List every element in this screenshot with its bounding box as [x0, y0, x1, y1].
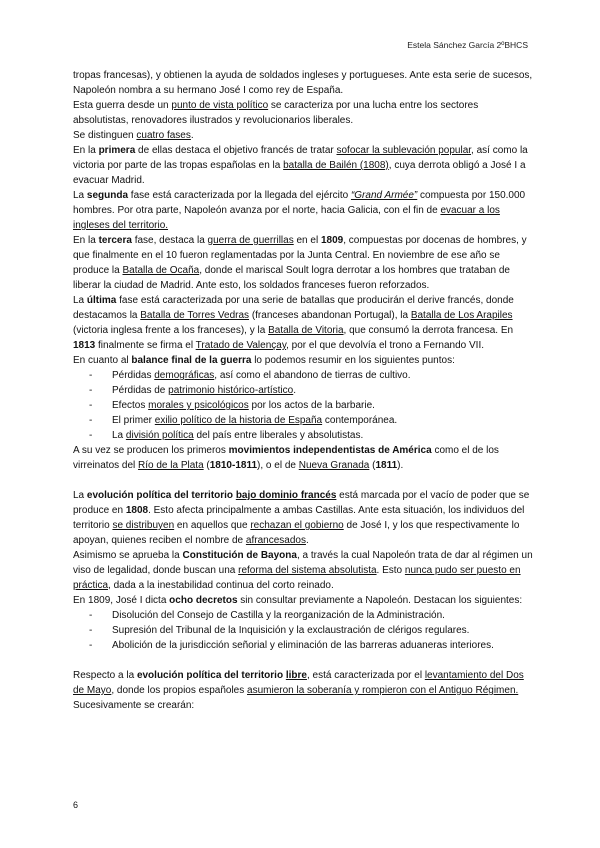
paragraph-constitucion-bayona: Asimismo se aprueba la Constitución de Bayona, a través la cual Napoleón trata de dar al régimen un viso de legalidad, donde buscan una reforma del sistema absolutista. Esto nunca pudo ser puesto en práctica, dada a la inestabilidad continua del corto reinado. [73, 550, 533, 591]
paragraph-movimientos: A su vez se producen los primeros movimientos independentistas de América como el de los virreinatos del Río de la Plata (1810-1811), o el de Nueva Granada (1811). [73, 445, 499, 471]
page-number: 6 [73, 800, 79, 810]
list-item: - Pérdidas demográficas, así como el abandono de tierras de cultivo. [89, 368, 533, 383]
paragraph-balance: En cuanto al balance final de la guerra lo podemos resumir en los siguientes puntos: [73, 355, 455, 366]
paragraph-sucesivamente: Sucesivamente se crearán: [73, 700, 195, 711]
document-body [73, 68, 533, 713]
paragraph-segunda-fase: La segunda fase está caracterizada por la llegada del ejército “Grand Armée” compuesta por 150.000 hombres. Por otra parte, Napoleón avanza por el norte, hacia Galicia, con el fin de evacuar a los ingleses del territorio. [73, 190, 526, 231]
spacer [73, 653, 533, 668]
paragraph-intro: tropas francesas), y obtienen la ayuda de soldados ingleses y portugueses. Ante esta serie de sucesos, Napoleón nombra a su hermano José I como rey de España. [73, 70, 533, 96]
list-item: - La división política del país entre liberales y absolutistas. [89, 428, 533, 443]
list-item: - El primer exilio político de la historia de España contemporánea. [89, 413, 533, 428]
balance-list [73, 368, 533, 443]
paragraph-cuatro-fases: Se distinguen cuatro fases. [73, 130, 194, 141]
paragraph-guerra-politica: Esta guerra desde un punto de vista político se caracteriza por una lucha entre los sectores absolutistas, renovadores ilustrados y revolucionarios liberales. [73, 100, 479, 126]
paragraph-decretos: En 1809, José I dicta ocho decretos sin consultar previamente a Napoleón. Destacan los siguientes: [73, 595, 523, 606]
list-item: - Pérdidas de patrimonio histórico-artístico. [89, 383, 533, 398]
list-item: - Disolución del Consejo de Castilla y la reorganización de la Administración. [89, 608, 533, 623]
list-item: - Supresión del Tribunal de la Inquisición y la exclaustración de clérigos regulares. [89, 623, 533, 638]
spacer [73, 473, 533, 488]
paragraph-territorio-libre: Respecto a la evolución política del territorio libre, está caracterizada por el levantamiento del Dos de Mayo, donde los propios españoles asumieron la soberanía y rompieron con el Antiguo Régimen. [73, 670, 524, 696]
page-header: Estela Sánchez García 2ºBHCS [407, 40, 528, 50]
list-item: - Abolición de la jurisdicción señorial y eliminación de las barreras aduaneras interiores. [89, 638, 533, 653]
list-item: - Efectos morales y psicológicos por los actos de la barbarie. [89, 398, 533, 413]
decretos-list [73, 608, 533, 653]
paragraph-tercera-fase: En la tercera fase, destaca la guerra de guerrillas en el 1809, compuestas por docenas de hombres, y que finalmente en el 10 fueron reglamentadas por la Junta Central. En noviembre de ese año se produce la Batalla de Ocaña, donde el mariscal Soult logra derrotar a los hombres que trataban de liberar la ciudad de Madrid. Ante esto, los soldados franceses fueron reforzados. [73, 235, 527, 291]
paragraph-primera-fase: En la primera de ellas destaca el objetivo francés de tratar sofocar la sublevación popular, así como la victoria por parte de las tropas españolas en la batalla de Bailén (1808), cuya derrota obligó a José I a evacuar Madrid. [73, 145, 528, 186]
paragraph-dominio-frances: La evolución política del territorio bajo dominio francés está marcada por el vacío de poder que se produce en 1808. Esto afecta principalmente a ambas Castillas. Ante esta situación, los individuos del territorio se distribuyen en aquellos que rechazan el gobierno de José I, y los que respectivamente lo apoyan, quienes reciben el nombre de afrancesados. [73, 490, 530, 546]
paragraph-ultima-fase: La última fase está caracterizada por una serie de batallas que producirán el derive francés, donde destacamos la Batalla de Torres Vedras (franceses abandonan Portugal), la Batalla de Los Arapiles (victoria inglesa frente a los franceses), y la Batalla de Vitoria, que consumó la derrota francesa. En 1813 finalmente se firma el Tratado de Valençay, por el que devolvía el trono a Fernando VII. [73, 295, 514, 351]
